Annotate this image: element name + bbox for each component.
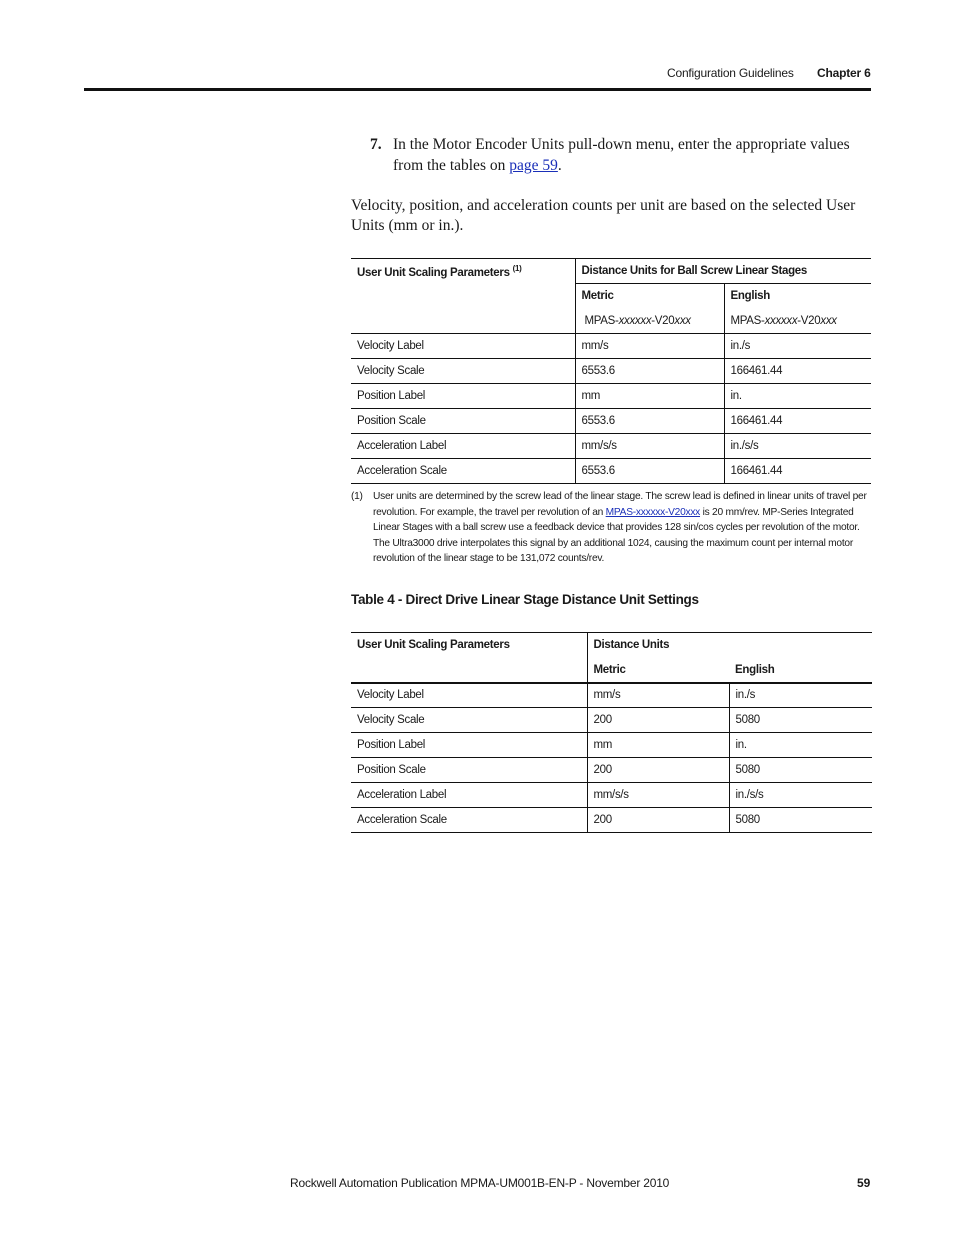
table-cell: mm/s	[587, 683, 729, 708]
table2-header-params: User Unit Scaling Parameters	[357, 639, 510, 652]
body-paragraph: Velocity, position, and acceleration counts per unit are based on the selected User Units (mm or in.).	[351, 197, 856, 234]
table-cell: Position Label	[351, 384, 575, 409]
model-link[interactable]: MPAS-xxxxxx-V20xxx	[605, 506, 701, 518]
table-cell: Velocity Scale	[351, 359, 575, 384]
table-row	[351, 409, 871, 434]
table-cell: mm/s/s	[587, 783, 729, 808]
table-cell: in./s	[729, 683, 872, 708]
step-item	[370, 134, 870, 176]
ball-screw-units-table	[351, 258, 871, 484]
table-cell: 200	[587, 758, 729, 783]
table-cell: 5080	[729, 708, 872, 733]
page-link[interactable]: page 59	[509, 157, 558, 174]
step-number: 7.	[370, 136, 382, 153]
table1-header-english: English	[724, 284, 871, 309]
table-cell: Acceleration Label	[351, 783, 587, 808]
table1-english-model: MPAS-xxxxxx-V20xxx	[724, 309, 871, 334]
table-cell: 5080	[729, 758, 872, 783]
table-cell: in./s/s	[724, 434, 871, 459]
table-row	[351, 758, 872, 783]
table-row	[351, 808, 872, 833]
table-row	[351, 334, 871, 359]
table-cell: Velocity Label	[351, 683, 587, 708]
table-cell: Position Label	[351, 733, 587, 758]
table-row	[351, 459, 871, 484]
table-cell: Acceleration Label	[351, 434, 575, 459]
table1-header-params: User Unit Scaling Parameters $^{(1)}$	[351, 259, 575, 334]
table-cell: Acceleration Scale	[351, 459, 575, 484]
table-cell: Position Scale	[351, 409, 575, 434]
table2-header-group: Distance Units	[587, 633, 872, 658]
table-cell: 6553.6	[575, 359, 724, 384]
footnote-ref: (1)	[512, 264, 522, 273]
table-row	[351, 708, 872, 733]
table-row	[351, 434, 871, 459]
header-rule	[84, 88, 871, 91]
table-row	[351, 733, 872, 758]
table-cell: 166461.44	[724, 409, 871, 434]
table-cell: in./s/s	[729, 783, 872, 808]
table-row	[351, 359, 871, 384]
header-section-title: Configuration Guidelines	[667, 66, 794, 80]
step-text	[393, 134, 870, 176]
table-cell: in.	[729, 733, 872, 758]
table-cell: mm/s	[575, 334, 724, 359]
table2-header-metric: Metric	[587, 658, 729, 683]
table-cell: 166461.44	[724, 459, 871, 484]
table-cell: 200	[587, 808, 729, 833]
table-row	[351, 683, 872, 708]
step-text-before: In the Motor Encoder Units pull-down menu, enter the appropriate values from the tables on	[393, 136, 850, 174]
table-row	[351, 783, 872, 808]
direct-drive-units-table	[351, 632, 872, 833]
table1-metric-model: MPAS-xxxxxx-V20xxx	[575, 309, 724, 334]
table-row	[351, 384, 871, 409]
table-cell: mm/s/s	[575, 434, 724, 459]
table-cell: 6553.6	[575, 459, 724, 484]
table-cell: 5080	[729, 808, 872, 833]
table-cell: in./s	[724, 334, 871, 359]
table-cell: 6553.6	[575, 409, 724, 434]
footnote-text: User units are determined by the screw lead of the linear stage. The screw lead is defined in linear units of travel per revolution. For example, the travel per revolution of an MPAS-xxxxxx-V20xxx is 20 mm/rev. MP-Series Integrated Linear Stages with a ball screw use a feedback device that provides 128 sin/cos cycles per revolution of the motor. The Ultra3000 drive interpolates this signal by an additional 1024, causing the maximum count per internal motor revolution of the linear stage to be 131,072 counts/rev.	[373, 491, 867, 565]
table-cell: 166461.44	[724, 359, 871, 384]
table1-header-metric: Metric	[575, 284, 724, 309]
footnote-mark: (1)	[351, 491, 363, 502]
page-number: 59	[857, 1176, 871, 1190]
table-caption: Table 4 - Direct Drive Linear Stage Distance Unit Settings	[351, 592, 699, 607]
table-cell: Velocity Scale	[351, 708, 587, 733]
header-chapter-label: Chapter 6	[817, 66, 871, 80]
table-cell: mm	[587, 733, 729, 758]
table1-header-group: Distance Units for Ball Screw Linear Stages	[575, 259, 871, 284]
table-cell: 200	[587, 708, 729, 733]
table-cell: Acceleration Scale	[351, 808, 587, 833]
table-footnote	[351, 489, 867, 567]
table-cell: Position Scale	[351, 758, 587, 783]
table-cell: in.	[724, 384, 871, 409]
footer-publication: Rockwell Automation Publication MPMA-UM001B-EN-P - November 2010	[290, 1176, 670, 1190]
table2-header-english: English	[729, 658, 872, 683]
table-cell: Velocity Label	[351, 334, 575, 359]
step-text-after: .	[557, 157, 562, 174]
table-cell: mm	[575, 384, 724, 409]
